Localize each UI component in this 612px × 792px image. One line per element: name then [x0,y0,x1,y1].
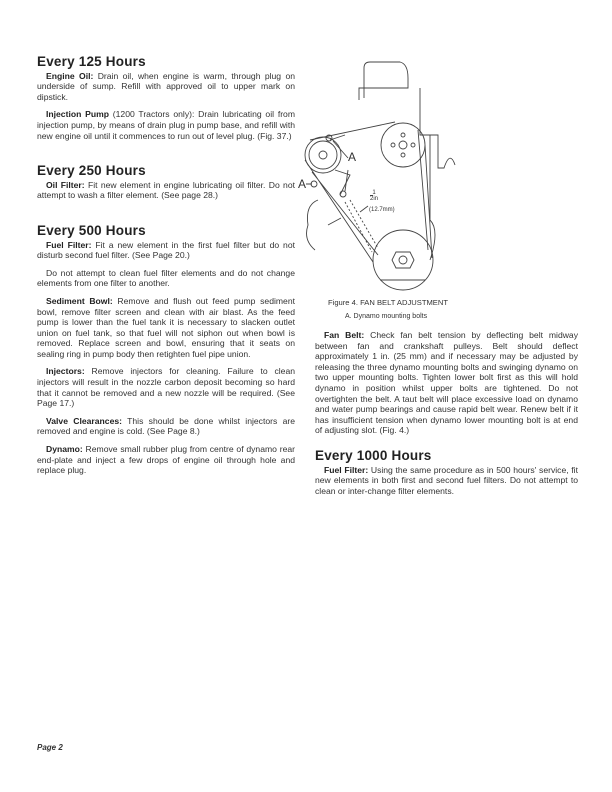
deflection-fraction: 1 2in [370,190,379,202]
crankshaft-pulley [373,230,433,290]
fuel-filter-1000-para: Fuel Filter: Using the same procedure as in 500 hours' service, fit new elements in both first and second fuel filters. Do not attempt to clean or inter-change filter elements. [315,464,578,496]
label-a-left: A [298,177,307,191]
water-pump-pulley [381,123,425,167]
oil-filter-para: Oil Filter: Fit new element in engine lubricating oil filter. Do not attempt to wash a filter element. (See page 28.) [37,179,295,201]
fuel-filter-note: Do not attempt to clean fuel filter elements and do not change elements from one filter to another. [37,267,295,289]
label-a-right: A [348,150,357,164]
valve-clearances-para: Valve Clearances: This should be done whilst injectors are removed and engine is cold. (See Page 8.) [37,415,295,437]
engine-oil-para: Engine Oil: Drain oil, when engine is warm, through plug on underside of sump. Refill with approved oil to upper mark on dipstick. [37,70,296,102]
page-number: Page 2 [37,743,63,752]
heading-1000-hours: Every 1000 Hours [315,447,432,463]
injection-pump-para: Injection Pump (1200 Tractors only): Drain lubricating oil from injection pump, by means of drain plug in pump base, and refill with new engine oil until it commences to run out of level plug. (Fig. 37.) [37,109,296,141]
dynamo-para: Dynamo: Remove small rubber plug from centre of dynamo rear end-plate and inject a few drops of engine oil through hole and replace plug. [37,444,295,476]
deflection-metric: (12.7mm) [369,207,395,213]
engine-outline [307,62,455,280]
fan-belt-diagram [280,50,490,295]
right-column [315,330,578,503]
fuel-filter-para: Fuel Filter: Fit a new element in the first fuel filter but do not disturb second fuel filter. (See Page 20.) [37,239,295,261]
injectors-para: Injectors: Remove injectors for cleaning. Failure to clean injectors will result in the nozzle carbon deposit becoming so hard that it cannot be removed and a new nozzle will be required. (See Page 17.) [37,366,295,409]
heading-250-hours: Every 250 Hours [37,163,146,179]
figure-caption: Figure 4. FAN BELT ADJUSTMENT [328,298,448,307]
heading-500-hours: Every 500 Hours [37,222,146,238]
fan-belt-para: Fan Belt: Check fan belt tension by deflecting belt midway between fan and crankshaft pulleys. Belt should deflect approximately 1 in. (25 mm) and if necessary may be adjusted by releasing the three dynamo mounting bolts and swinging dynamo on two upper mounting bolts. Tighten lower bolt first as this will hold dynamo in position whilst upper bolts are tightened. Do not overtighten the belt. A taut belt will place excessive load on dynamo and water pump bearings and cause rapid belt wear. Renew belt if it has insufficient tension when dynamo lower mounting bolt is at end of adjusting slot. (Fig. 4.) [315,330,579,436]
sediment-bowl-para: Sediment Bowl: Remove and flush out feed pump sediment bowl, remove filter screen and clean with air blast. As the feed pump is lower than the fuel tank it is necessary to slacken outlet union on fuel tank, so that fuel will not siphon out when bowl is removed. Replace screen and bowl, ensuring that it seats on sealing ring in pump body then retighten fuel pipe union. [37,295,295,359]
left-column [37,54,296,483]
figure-legend: A. Dynamo mounting bolts [345,313,428,320]
heading-125-hours: Every 125 Hours [37,54,146,69]
